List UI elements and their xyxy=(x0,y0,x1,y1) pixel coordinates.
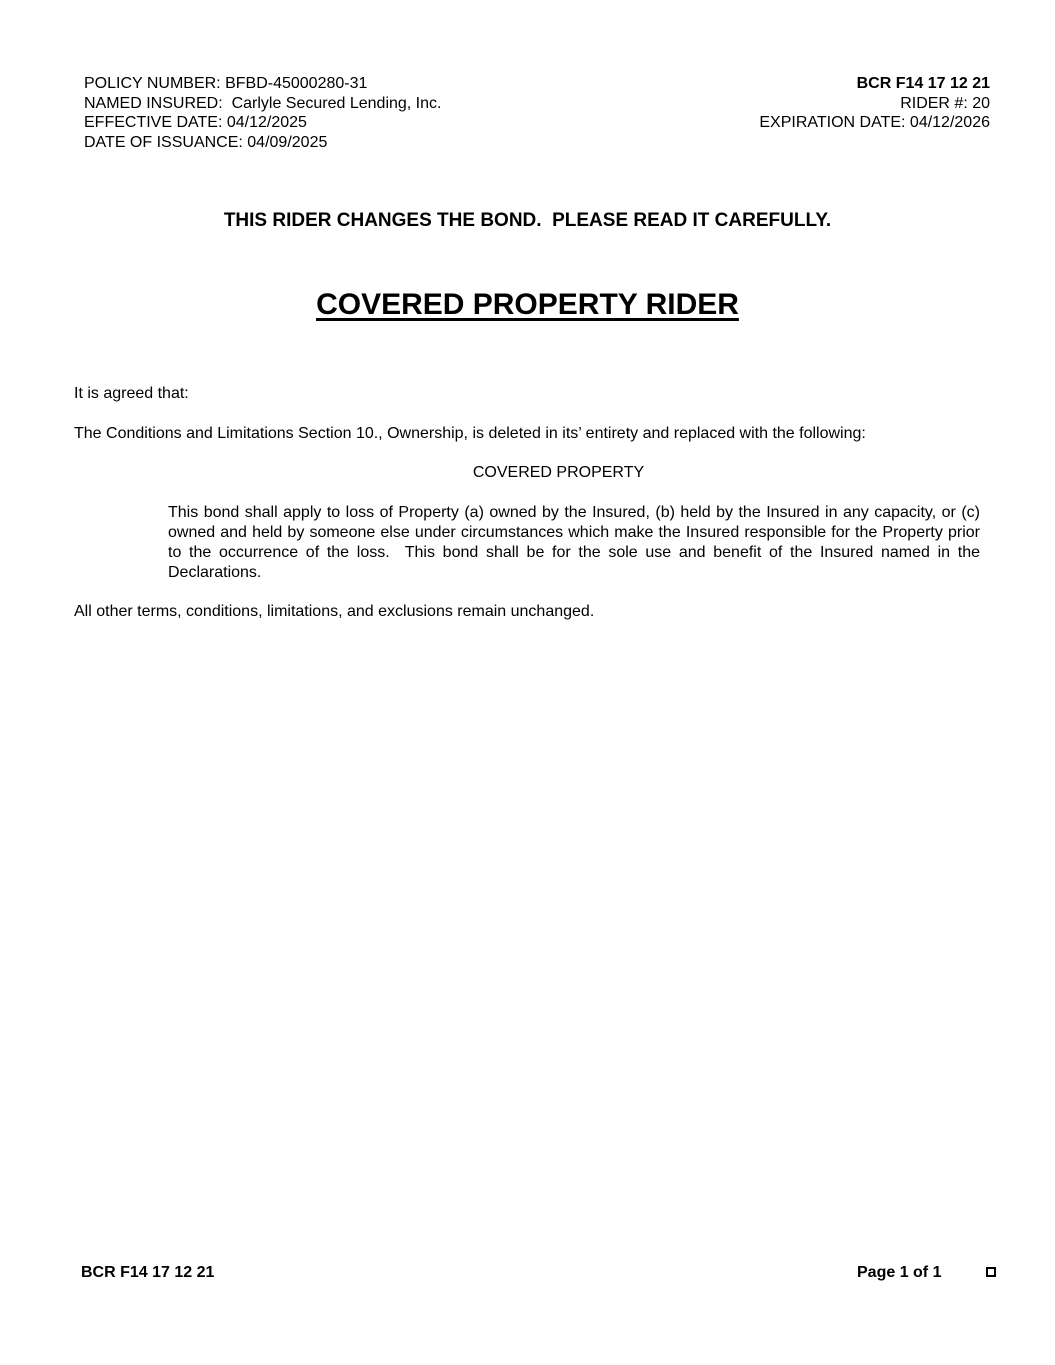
covered-property-subheading: COVERED PROPERTY xyxy=(472,464,645,481)
date-of-issuance: DATE OF ISSUANCE: 04/09/2025 xyxy=(84,133,328,151)
policy-number: POLICY NUMBER: BFBD-45000280-31 xyxy=(84,75,368,92)
covered-property-clause: This bond shall apply to loss of Property (a) owned by the Insured, (b) held by the Insured in any capacity, or (c) owned and held by someone else under circumstances which make the Insured responsible for the Property prior to the occurrence of the loss. This bond shall be for the sole use and benefit of the Insured named in the Declarations. xyxy=(168,504,985,581)
agreed-statement: It is agreed that: xyxy=(74,385,189,402)
expiration-date: EXPIRATION DATE: 04/12/2026 xyxy=(759,114,990,131)
rider-number: RIDER #: 20 xyxy=(900,94,990,112)
rider-notice: THIS RIDER CHANGES THE BOND. PLEASE READ IT CAREFULLY. xyxy=(223,210,832,231)
footer-page-number: Page 1 of 1 xyxy=(857,1264,942,1281)
form-code: BCR F14 17 12 21 xyxy=(856,75,990,92)
footer-form-code: BCR F14 17 12 21 xyxy=(81,1264,215,1281)
named-insured: NAMED INSURED: Carlyle Secured Lending, Inc. xyxy=(84,94,442,112)
page-title: COVERED PROPERTY RIDER xyxy=(316,288,739,321)
header-right-block xyxy=(759,74,990,133)
remain-unchanged-statement: All other terms, conditions, limitations, and exclusions remain unchanged. xyxy=(74,603,595,620)
effective-date: EFFECTIVE DATE: 04/12/2025 xyxy=(84,114,307,131)
square-outline-icon xyxy=(986,1267,996,1277)
header-left-block xyxy=(84,74,441,152)
conditions-statement: The Conditions and Limitations Section 10., Ownership, is deleted in its’ entirety and replaced with the following: xyxy=(74,425,866,442)
